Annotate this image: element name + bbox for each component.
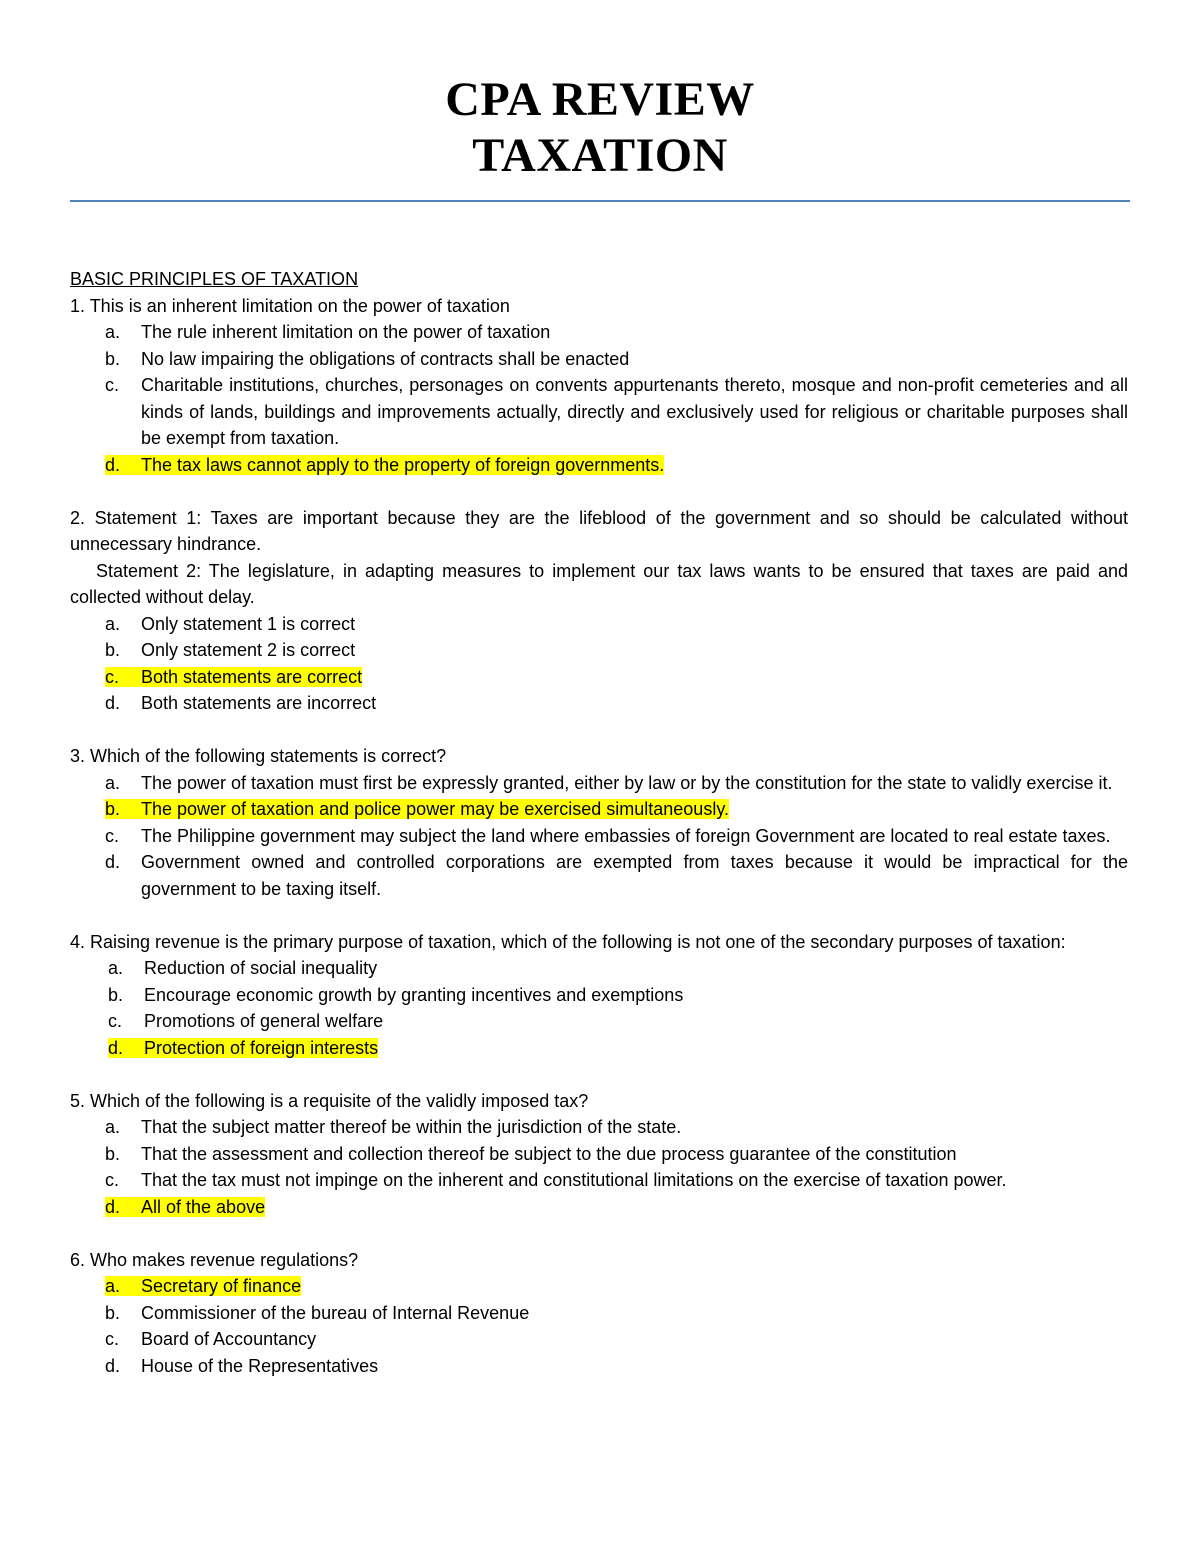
question-text: Raising revenue is the primary purpose of taxation, which of the following is not one of the secondary purposes of taxation: [85,931,1066,952]
answer-option-c [70,823,1128,850]
question-stem [70,1088,1128,1115]
answer-option-b [70,982,1128,1009]
answer-option-a-highlighted [70,1273,1128,1300]
option-letter: d. [105,1355,121,1376]
answer-options [70,770,1128,903]
option-text: The power of taxation and police power may be exercised simultaneously. [141,799,729,819]
option-text: Charitable institutions, churches, personages on convents appurtenants thereto, mosque and non-profit cemeteries and all kinds of lands, buildings and improvements actually, directly and exclusively used for religious or charitable purposes shall be exempt from taxation. [141,375,1128,448]
document-body [70,266,1128,1379]
option-text: Protection of foreign interests [144,1037,379,1058]
option-letter: d. [70,1035,144,1062]
option-letter: c. [105,375,120,395]
option-letter: c. [105,1170,120,1190]
option-text: The tax laws cannot apply to the property of foreign governments. [141,454,665,475]
question-statement-2: Statement 2: The legislature, in adapting measures to implement our tax laws wants to be ensured that taxes are paid and collected without delay. [70,560,1128,607]
question-text: Which of the following statements is correct? [85,746,447,766]
option-text: Both statements are correct [141,666,363,687]
option-text: That the subject matter thereof be within the jurisdiction of the state. [141,1117,682,1137]
option-letter: b. [108,984,124,1005]
option-letter: b. [105,1302,121,1323]
question-stem [70,929,1128,956]
option-text: Secretary of finance [141,1276,302,1296]
option-text: No law impairing the obligations of contracts shall be enacted [141,348,630,369]
option-text: Board of Accountancy [141,1329,317,1349]
option-text: All of the above [141,1196,266,1217]
question-number: 2. [70,507,86,528]
answer-option-c [70,1326,1128,1353]
question-text: This is an inherent limitation on the power of taxation [85,295,510,316]
option-letter: b. [105,1143,121,1164]
question-4 [70,929,1128,1062]
question-text: Statement 1: Taxes are important because they are the lifeblood of the government and so should be calculated without unnecessary hindrance. [70,507,1128,554]
document-title [0,72,1200,184]
question-number: 4. [70,931,86,952]
question-3 [70,743,1128,902]
option-letter: b. [105,348,121,369]
answer-options [70,1273,1128,1379]
answer-option-b [70,1141,1128,1168]
option-text: Only statement 1 is correct [141,613,356,634]
answer-option-c-highlighted [70,664,1128,691]
option-text: The rule inherent limitation on the power of taxation [141,322,551,342]
option-text: That the assessment and collection thereof be subject to the due process guarantee of the constitution [141,1143,957,1164]
option-letter: a. [105,772,121,793]
question-stem [70,505,1128,558]
option-letter: d. [70,1194,141,1221]
option-letter: b. [70,796,141,823]
option-text: The Philippine government may subject the land where embassies of foreign Government are located to real estate taxes. [141,825,1111,846]
option-text: House of the Representatives [141,1355,379,1376]
question-5 [70,1088,1128,1221]
option-letter: a. [105,613,121,634]
title-line-2: TAXATION [472,129,728,182]
answer-option-d [70,849,1128,902]
answer-options [70,611,1128,717]
answer-option-b-highlighted [70,796,1128,823]
answer-option-c [70,1167,1128,1194]
question-number: 6. [70,1249,86,1270]
answer-option-a [70,770,1128,797]
option-letter: b. [105,640,121,660]
answer-option-d-highlighted [70,452,1128,479]
option-text: Both statements are incorrect [141,693,377,713]
question-number: 5. [70,1090,86,1111]
question-number: 3. [70,746,86,766]
answer-option-b [70,346,1128,373]
answer-option-d [70,1353,1128,1380]
option-text: Government owned and controlled corporations are exempted from taxes because it would be impractical for the government to be taxing itself. [141,852,1128,899]
question-text: Which of the following is a requisite of the validly imposed tax? [85,1090,589,1111]
question-stem [70,293,1128,320]
question-2 [70,505,1128,717]
option-text: Commissioner of the bureau of Internal Revenue [141,1302,530,1323]
option-letter: d. [105,852,121,872]
option-text: That the tax must not impinge on the inherent and constitutional limitations on the exercise of taxation power. [141,1170,1007,1190]
option-letter: c. [105,1329,120,1349]
answer-option-a [70,955,1128,982]
answer-option-a [70,611,1128,638]
question-1 [70,293,1128,479]
answer-options [70,319,1128,478]
option-letter: c. [70,664,141,691]
question-6 [70,1247,1128,1380]
option-letter: d. [105,693,121,713]
option-letter: d. [70,452,141,479]
option-letter: a. [108,958,124,978]
option-text: Encourage economic growth by granting incentives and exemptions [144,984,684,1005]
answer-option-c [70,372,1128,452]
question-list [70,293,1128,1380]
answer-options [70,1114,1128,1220]
question-number: 1. [70,295,86,316]
option-letter: c. [105,825,120,846]
answer-option-b [70,1300,1128,1327]
answer-option-a [70,1114,1128,1141]
title-divider [70,200,1130,202]
option-letter: a. [105,322,121,342]
answer-options [70,955,1128,1061]
option-text: Only statement 2 is correct [141,640,356,660]
option-letter: a. [105,1117,121,1137]
question-stem [70,1247,1128,1274]
question-stem [70,743,1128,770]
option-text: Promotions of general welfare [144,1011,384,1031]
answer-option-c [70,1008,1128,1035]
title-line-1: CPA REVIEW [445,73,755,126]
option-letter: c. [108,1011,123,1031]
option-letter: a. [70,1273,141,1300]
answer-option-d-highlighted [70,1035,1128,1062]
answer-option-d [70,690,1128,717]
answer-option-d-highlighted [70,1194,1128,1221]
option-text: The power of taxation must first be expressly granted, either by law or by the constitution for the state to validly exercise it. [141,772,1113,793]
section-heading: BASIC PRINCIPLES OF TAXATION [70,269,359,289]
question-text: Who makes revenue regulations? [85,1249,359,1270]
answer-option-a [70,319,1128,346]
option-text: Reduction of social inequality [144,958,378,978]
answer-option-b [70,637,1128,664]
